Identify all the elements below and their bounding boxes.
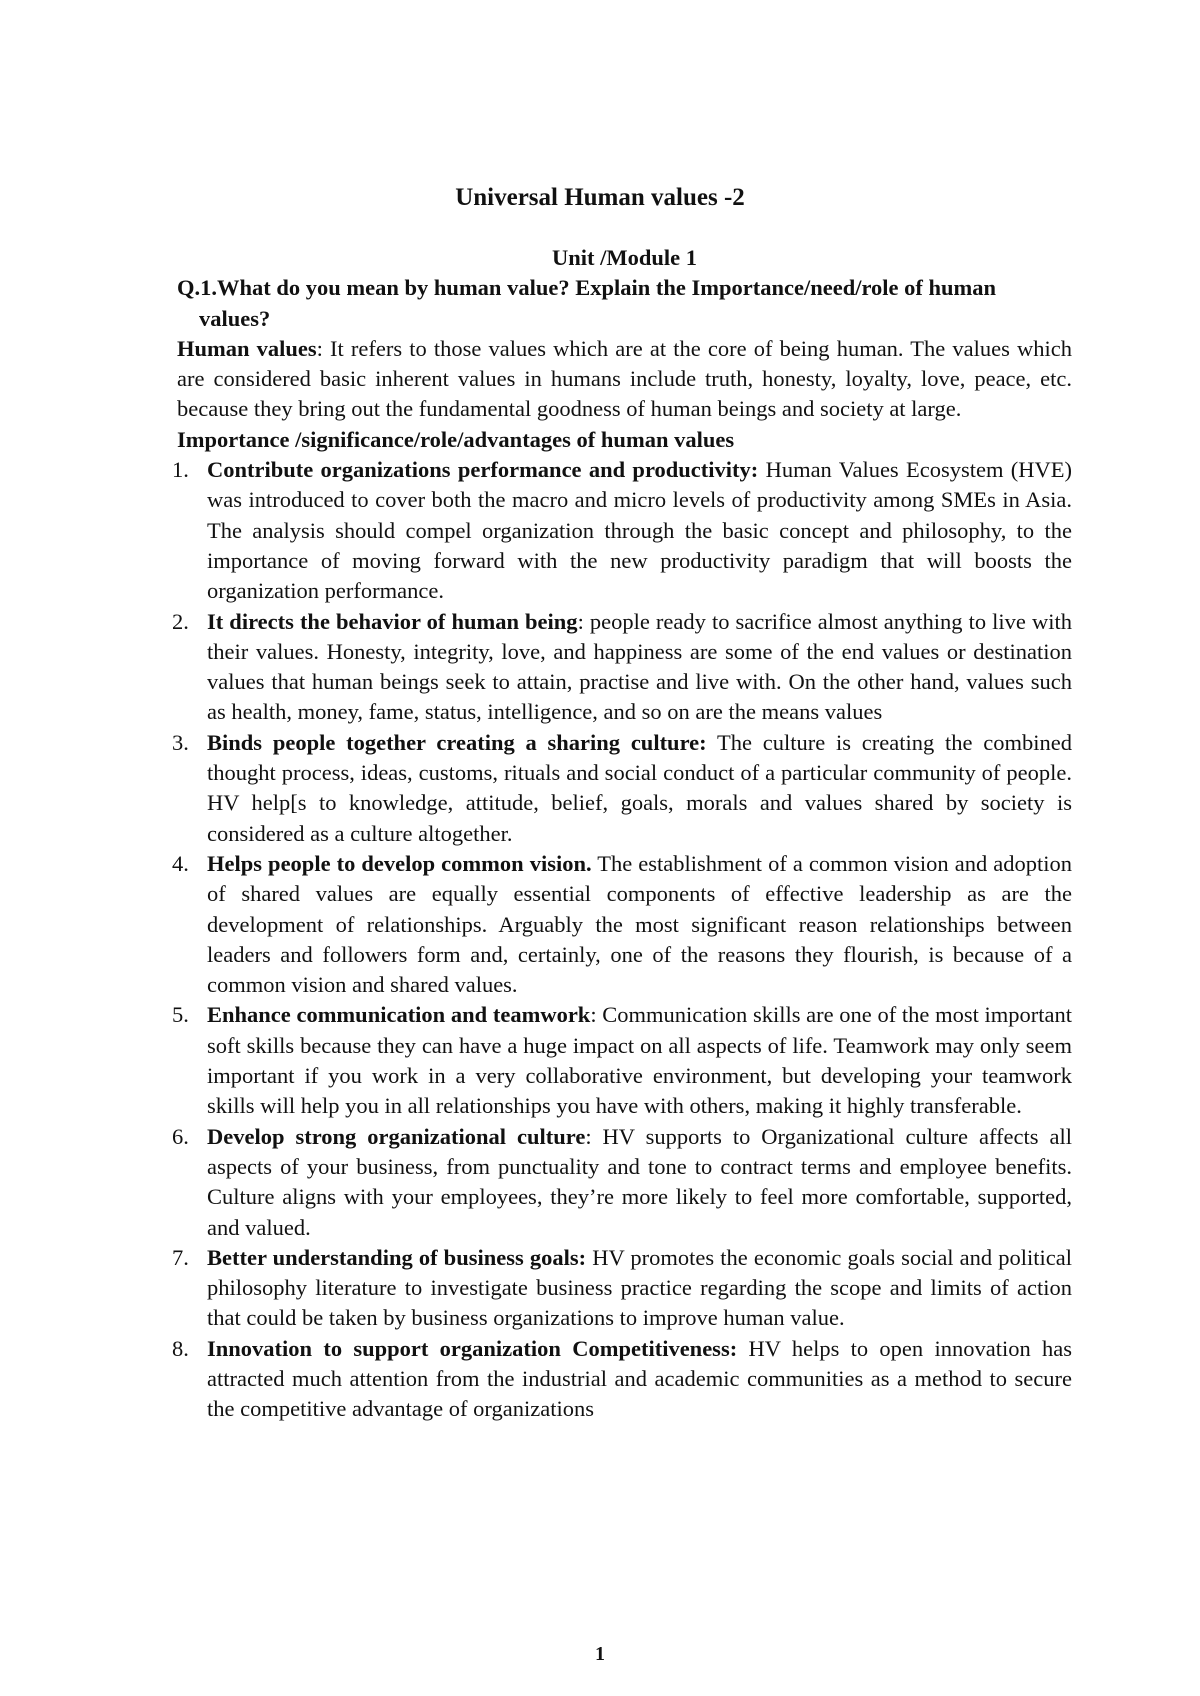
item-text: Human Values Ecosystem (HVE) was introduced to cover both the macro and micro levels of productivity among SMEs in Asia. The analysis should compel organization through the basic concept and philosophy, to the importance of moving forward with the new productivity paradigm that will boosts the organization performance. <box>207 457 1072 604</box>
item-number: 1. <box>172 457 189 483</box>
list-item <box>172 607 1072 728</box>
item-term: Contribute organizations performance and productivity: <box>207 457 759 483</box>
item-text: : Communication skills are one of the most important soft skills because they can have a huge impact on all aspects of life. Teamwork may only seem important if you work in a very collaborative environment, but developing your teamwork skills will help you in all relationships you have with others, making it highly transferable. <box>207 1002 1072 1119</box>
page-number: 1 <box>595 1643 605 1665</box>
document-title: Universal Human values -2 <box>455 184 745 211</box>
importance-list <box>172 455 1072 1425</box>
importance-heading: Importance /significance/role/advantages of human values <box>177 426 735 452</box>
list-item <box>172 1334 1072 1425</box>
item-term: Enhance communication and teamwork <box>207 1002 591 1028</box>
item-number: 4. <box>172 850 189 876</box>
item-term: It directs the behavior of human being <box>207 608 578 634</box>
item-text: : HV supports to Organizational culture affects all aspects of your business, from punctuality and tone to contract terms and employee benefits. Culture aligns with your employees, they’re more likely to feel more comfortable, supported, and valued. <box>207 1123 1072 1240</box>
item-number: 2. <box>172 608 189 634</box>
list-item <box>172 728 1072 849</box>
item-number: 6. <box>172 1123 189 1149</box>
definition-term: Human values <box>177 335 317 361</box>
list-item <box>172 455 1072 606</box>
item-text: The culture is creating the combined thought process, ideas, customs, rituals and social conduct of a particular community of people. HV help[s to knowledge, attitude, belief, goals, morals and values shared by society is considered as a culture altogether. <box>207 729 1072 846</box>
list-item <box>172 1122 1072 1243</box>
item-text: The establishment of a common vision and adoption of shared values are equally essential components of effective leadership as are the development of relationships. Arguably the most significant reason relationships between leaders and followers form and, certainly, one of the reasons they flourish, is because of a common vision and shared values. <box>207 850 1072 998</box>
list-item <box>172 1243 1072 1334</box>
definition-text: : It refers to those values which are at the core of being human. The values which are considered basic inherent values in humans include truth, honesty, loyalty, love, peace, etc. because they bring out the fundamental goodness of human beings and society at large. <box>177 335 1072 422</box>
list-item <box>172 1000 1072 1121</box>
item-text: : people ready to sacrifice almost anything to live with their values. Honesty, integrity, love, and happiness are some of the end values or destination values that human beings seek to attain, practise and live with. On the other hand, values such as health, money, fame, status, intelligence, and so on are the means values <box>207 608 1072 725</box>
item-number: 5. <box>172 1002 189 1028</box>
document-body <box>172 243 1072 1425</box>
item-number: 3. <box>172 729 189 755</box>
item-term: Better understanding of business goals: <box>207 1244 587 1270</box>
list-item <box>172 849 1072 1000</box>
item-text: HV promotes the economic goals social and political philosophy literature to investigate business practice regarding the scope and limits of action that could be taken by business organizations to improve human value. <box>207 1244 1072 1331</box>
item-number: 8. <box>172 1335 189 1361</box>
item-number: 7. <box>172 1244 189 1270</box>
definition-paragraph <box>177 334 1072 425</box>
item-term: Innovation to support organization Competitiveness: <box>207 1335 738 1361</box>
item-term: Develop strong organizational culture <box>207 1123 586 1149</box>
item-text: HV helps to open innovation has attracted much attention from the industrial and academic communities as a method to secure the competitive advantage of organizations <box>207 1335 1072 1422</box>
item-term: Binds people together creating a sharing culture: <box>207 729 707 755</box>
question-heading: Q.1.What do you mean by human value? Explain the Importance/need/role of human values? <box>177 275 997 331</box>
unit-heading: Unit /Module 1 <box>551 245 697 270</box>
item-term: Helps people to develop common vision. <box>207 850 592 876</box>
